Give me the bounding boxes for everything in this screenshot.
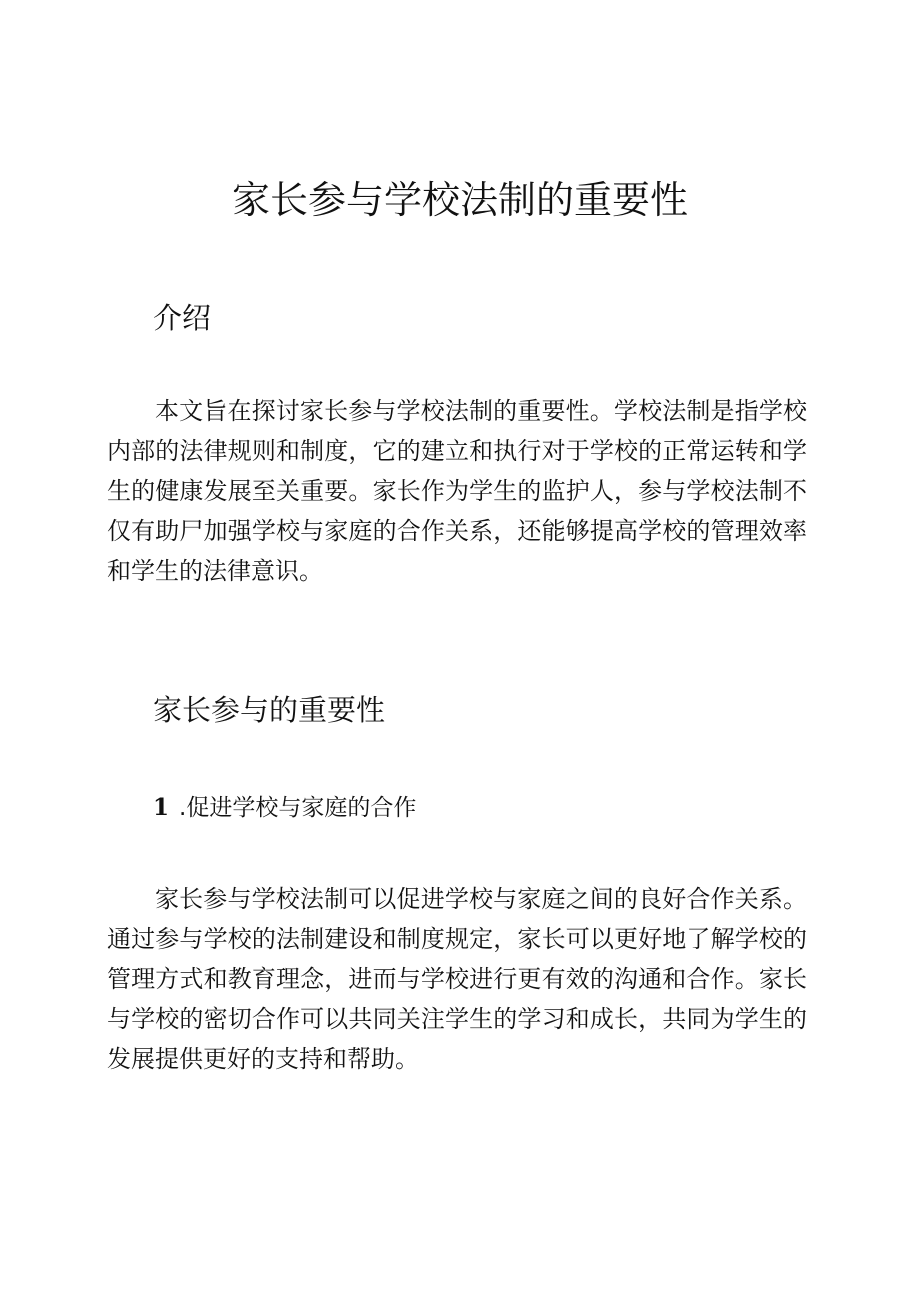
subsection-number: 1: [153, 794, 170, 821]
section-heading-intro: 介绍: [153, 301, 212, 335]
section-heading-importance: 家长参与的重要性: [153, 693, 386, 727]
subsection-heading-1: [153, 791, 416, 825]
subsection-title: .促进学校与家庭的合作: [179, 795, 417, 821]
intro-paragraph: 本文旨在探讨家长参与学校法制的重要性。学校法制是指学校内部的法律规则和制度，它的建立和执行对于学校的正常运转和学生的健康发展至关重要。家长作为学生的监护人，参与学校法制不仅有助尸加强学校与家庭的合作关系，还能够提高学校的管理效率和学生的法律意识。: [107, 397, 807, 585]
subsection-1-paragraph: 家长参与学校法制可以促进学校与家庭之间的良好合作关系。通过参与学校的法制建设和制度规定，家长可以更好地了解学校的管理方式和教育理念，进而与学校进行更有效的沟通和合作。家长与学校的密切合作可以共同关注学生的学习和成长，共同为学生的发展提供更好的支持和帮助。: [107, 885, 807, 1073]
document-title: 家长参与学校法制的重要性: [231, 178, 688, 222]
